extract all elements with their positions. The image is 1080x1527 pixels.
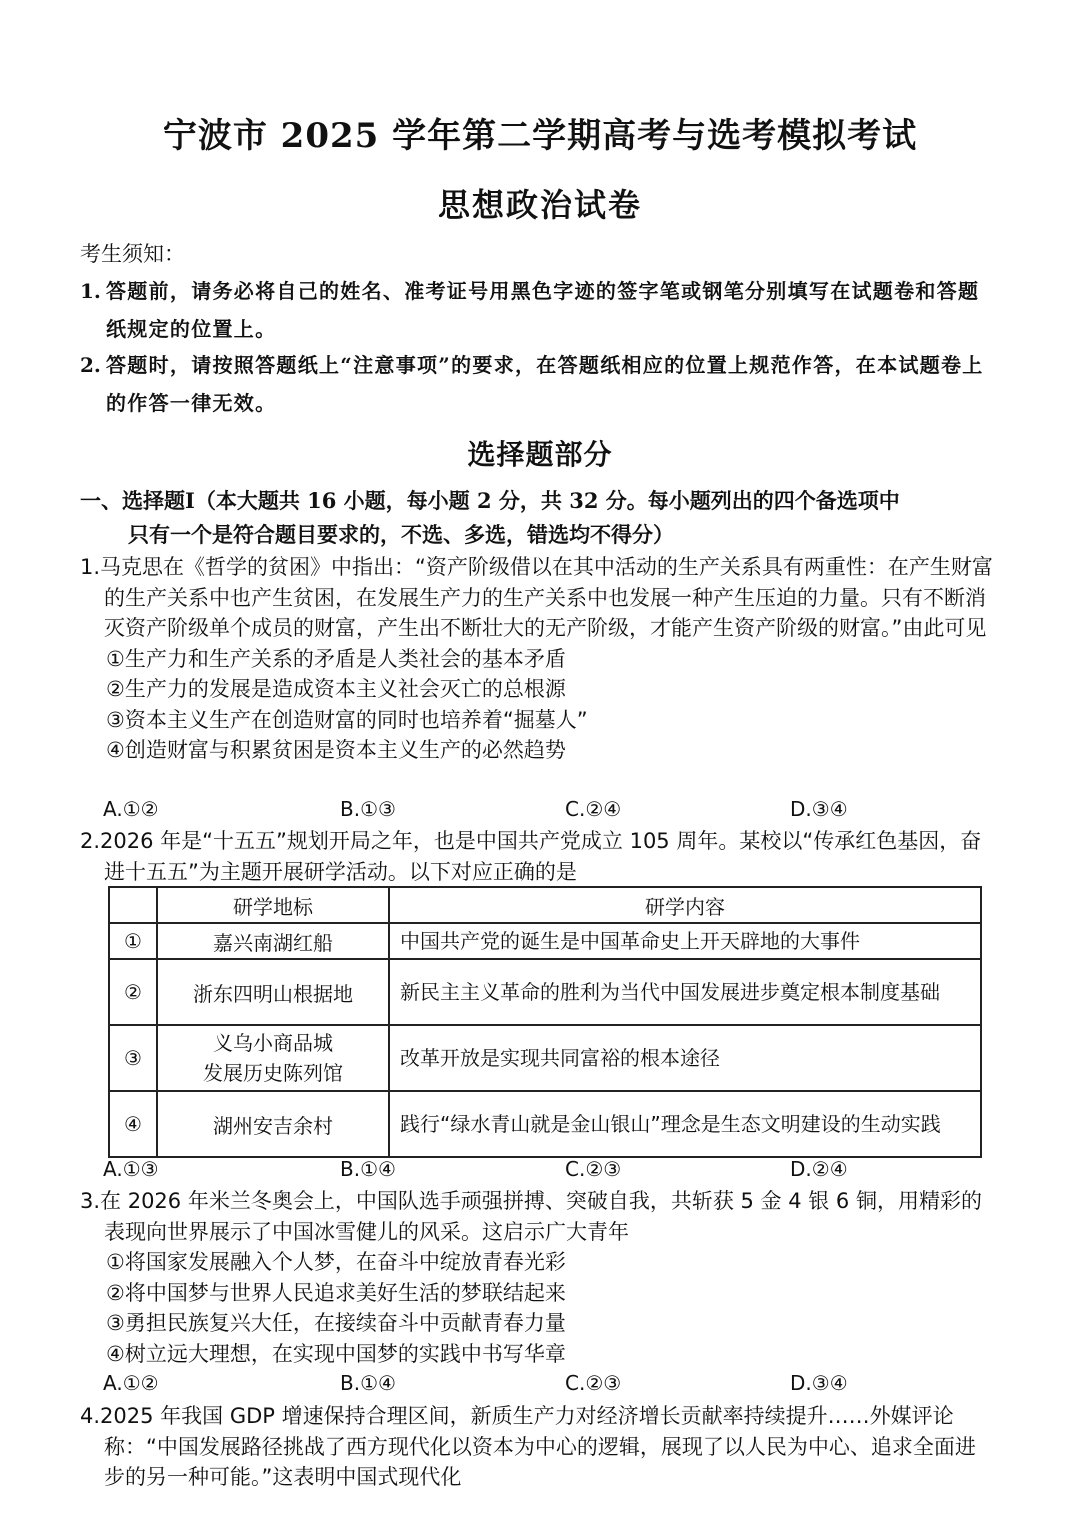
table-header-cell: 研学地标 <box>157 887 389 923</box>
table-cell-number: ② <box>109 959 157 1025</box>
question-option: ④创造财富与积累贫困是资本主义生产的必然趋势 <box>106 738 566 762</box>
question-stem: 3.在 2026 年米兰冬奥会上，中国队选手顽强拼搏、突破自我，共斩获 5 金 4 银 6 铜，用精彩的表现向世界展示了中国冰雪健儿的风采。这启示广大青年 <box>80 1189 982 1244</box>
answer-choices-2 <box>103 1157 963 1187</box>
notice-item <box>80 272 990 348</box>
notice-item-number: 2. <box>80 353 101 377</box>
question-stem: 2.2026 年是“十五五”规划开局之年，也是中国共产党成立 105 周年。某校以“传承红色基因，奋进十五五”为主题开展研学活动。以下对应正确的是 <box>80 829 982 884</box>
part-heading-line2: 只有一个是符合题目要求的，不选、多选，错选均不得分） <box>128 522 674 547</box>
table-cell-content: 改革开放是实现共同富裕的根本途径 <box>389 1025 981 1091</box>
question-option: ④树立远大理想，在实现中国梦的实践中书写华章 <box>106 1341 566 1366</box>
question-2 <box>80 826 995 887</box>
question-option: ①生产力和生产关系的矛盾是人类社会的基本矛盾 <box>106 646 566 671</box>
study-table <box>108 886 982 1158</box>
notice-item-number: 1. <box>80 279 101 303</box>
question-3 <box>80 1186 995 1369</box>
answer-choice-c[interactable]: C.②③ <box>565 1371 622 1395</box>
table-row <box>109 959 981 1025</box>
answer-choice-b[interactable]: B.①④ <box>340 1157 396 1181</box>
table-cell-place-line: 义乌小商品城 <box>213 1031 333 1055</box>
table-cell-place-line: 发展历史陈列馆 <box>203 1061 343 1085</box>
answer-choices-1 <box>103 797 963 827</box>
table-cell-content: 践行“绿水青山就是金山银山”理念是生态文明建设的生动实践 <box>389 1091 981 1157</box>
table-cell-place: 浙东四明山根据地 <box>157 959 389 1025</box>
notice-item-text: 答题前，请务必将自己的姓名、准考证号用黑色字迹的签字笔或钢笔分别填写在试题卷和答题纸规定的位置上。 <box>106 279 980 341</box>
section-title: 选择题部分 <box>467 438 613 471</box>
table-row <box>109 923 981 959</box>
table-cell-number: ① <box>109 923 157 959</box>
question-option: ②生产力的发展是造成资本主义社会灭亡的总根源 <box>106 677 566 701</box>
exam-subtitle: 思想政治试卷 <box>437 186 642 224</box>
table-cell-content: 中国共产党的诞生是中国革命史上开天辟地的大事件 <box>389 923 981 959</box>
table-row <box>109 1025 981 1091</box>
answer-choice-b[interactable]: B.①④ <box>340 1371 396 1395</box>
part-heading-line1: 一、选择题Ⅰ（本大题共 16 小题，每小题 2 分，共 32 分。每小题列出的四个备选项中 <box>80 488 900 513</box>
answer-choice-d[interactable]: D.②④ <box>790 1157 848 1181</box>
answer-choice-a[interactable]: A.①② <box>103 797 159 821</box>
answer-choice-d[interactable]: D.③④ <box>790 797 848 821</box>
question-option: ③勇担民族复兴大任，在接续奋斗中贡献青春力量 <box>106 1311 566 1335</box>
answer-choice-b[interactable]: B.①③ <box>340 797 396 821</box>
question-4 <box>80 1401 995 1493</box>
table-cell-place: 嘉兴南湖红船 <box>157 923 389 959</box>
answer-choice-c[interactable]: C.②④ <box>565 797 622 821</box>
exam-title: 宁波市 2025 学年第二学期高考与选考模拟考试 <box>162 116 918 156</box>
question-option: ②将中国梦与世界人民追求美好生活的梦联结起来 <box>106 1280 566 1305</box>
table-header-row <box>109 887 981 923</box>
table-cell-place <box>157 1025 389 1091</box>
notice-heading: 考生须知： <box>80 242 185 266</box>
question-stem: 1.马克思在《哲学的贫困》中指出：“资产阶级借以在其中活动的生产关系具有两重性：在产生财富的生产关系中也产生贫困，在发展生产力的生产关系中也发展一种产生压迫的力量。只有不断消灭资产阶级单个成员的财富，产生出不断壮大的无产阶级，才能产生资产阶级的财富。”由此可见 <box>80 555 993 640</box>
table-cell-number: ③ <box>109 1025 157 1091</box>
table-cell-number: ④ <box>109 1091 157 1157</box>
question-option: ③资本主义生产在创造财富的同时也培养着“掘墓人” <box>106 707 588 732</box>
question-1 <box>80 552 995 766</box>
notice-item <box>80 346 990 422</box>
table-row <box>109 1091 981 1157</box>
table-cell-place: 湖州安吉余村 <box>157 1091 389 1157</box>
answer-choice-d[interactable]: D.③④ <box>790 1371 848 1395</box>
question-option: ①将国家发展融入个人梦，在奋斗中绽放青春光彩 <box>106 1250 566 1274</box>
table-header-cell: 研学内容 <box>389 887 981 923</box>
question-stem: 4.2025 年我国 GDP 增速保持合理区间，新质生产力对经济增长贡献率持续提升……外媒评论称：“中国发展路径挑战了西方现代化以资本为中心的逻辑，展现了以人民为中心、追求全面进步的另一种可能。”这表明中国式现代化 <box>80 1404 976 1489</box>
answer-choice-a[interactable]: A.①② <box>103 1371 159 1395</box>
notice-item-text: 答题时，请按照答题纸上“注意事项”的要求，在答题纸相应的位置上规范作答，在本试题卷上的作答一律无效。 <box>106 353 984 415</box>
answer-choice-a[interactable]: A.①③ <box>103 1157 159 1181</box>
answer-choices-3 <box>103 1371 963 1401</box>
part-heading <box>80 484 990 552</box>
table-header-cell <box>109 887 157 923</box>
answer-choice-c[interactable]: C.②③ <box>565 1157 622 1181</box>
table-cell-content: 新民主主义革命的胜利为当代中国发展进步奠定根本制度基础 <box>389 959 981 1025</box>
